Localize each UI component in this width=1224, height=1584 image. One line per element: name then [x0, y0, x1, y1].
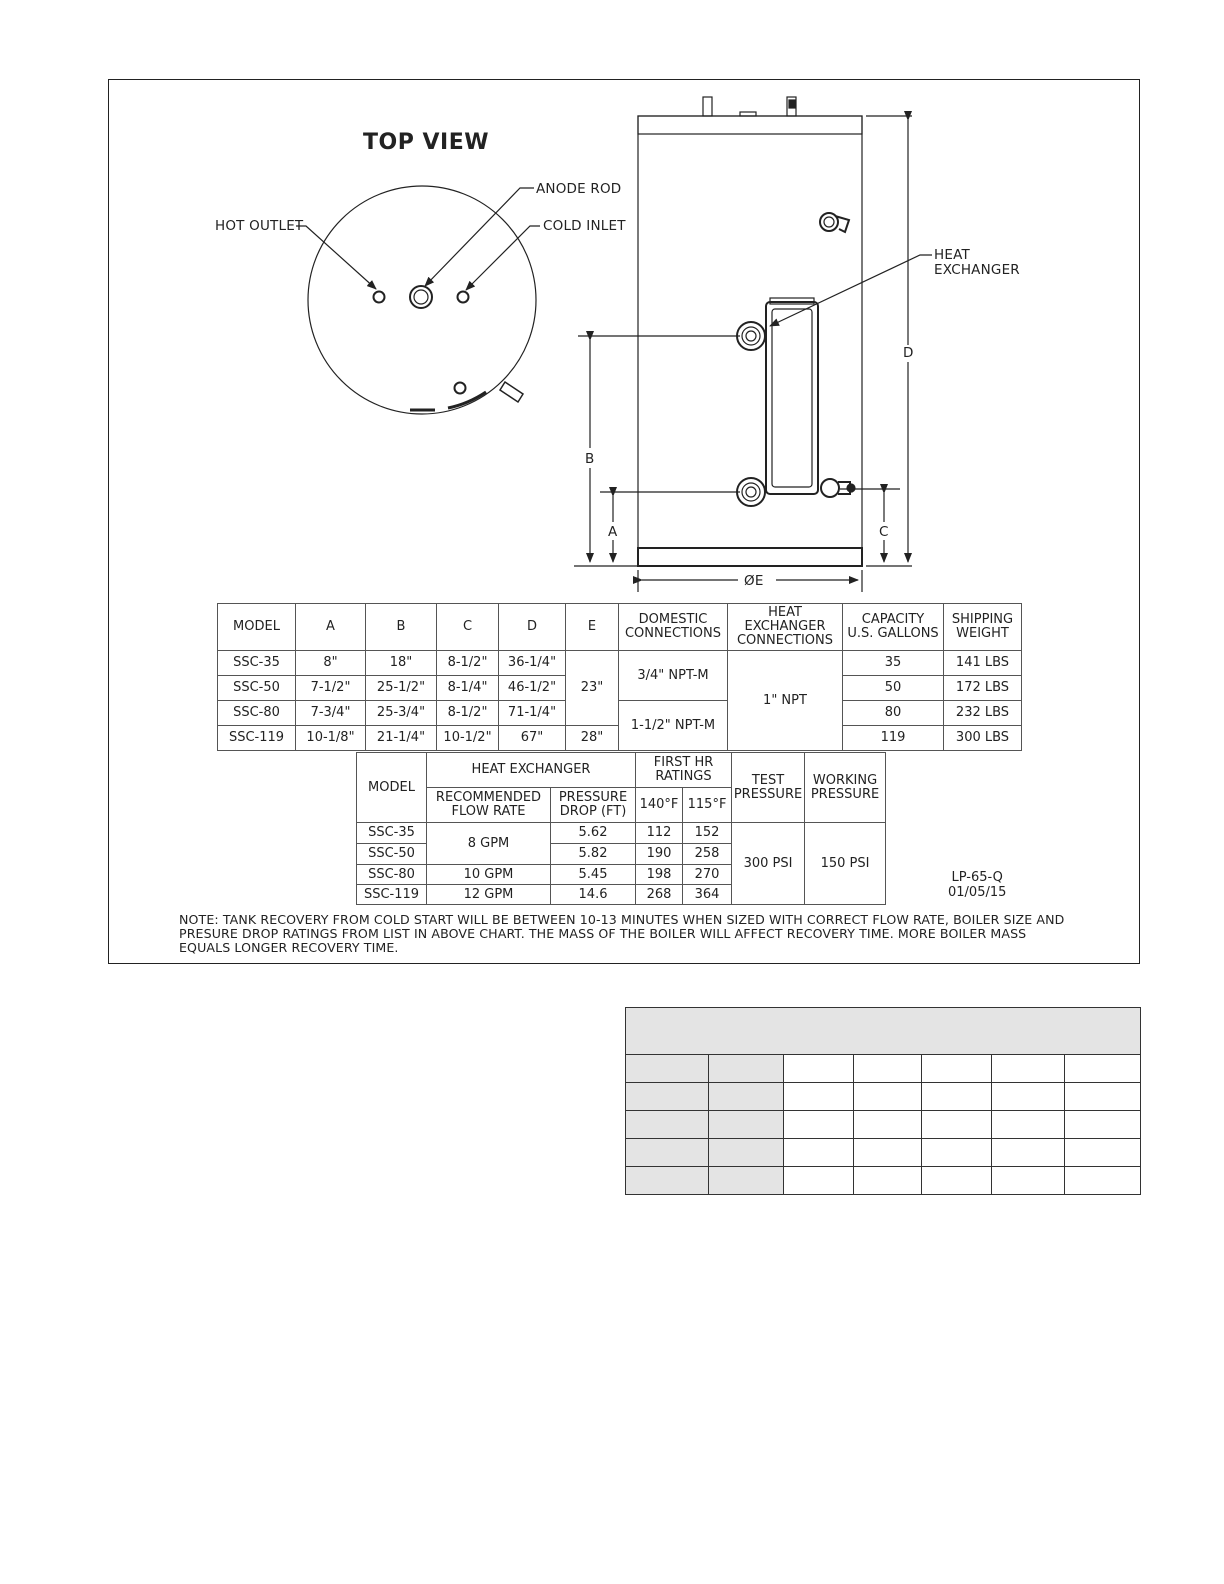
tank-top-circle — [308, 186, 536, 414]
cell-b: 18" — [366, 651, 437, 676]
cell-model: SSC-35 — [218, 651, 296, 676]
cell-working-pressure: 150 PSI — [805, 823, 886, 905]
heat-exchanger-label-2: EXCHANGER — [934, 262, 1020, 278]
cell-capacity: 119 — [843, 726, 944, 751]
col-a: A — [296, 604, 366, 651]
cell-140: 190 — [636, 844, 683, 865]
cell-a: 10-1/8" — [296, 726, 366, 751]
perf-col-first-hr: FIRST HR RATINGS — [636, 753, 732, 788]
dim-d-label: D — [903, 345, 914, 361]
cell-drop: 5.62 — [551, 823, 636, 844]
cell-model: SSC-50 — [357, 844, 427, 865]
cell-a: 7-1/2" — [296, 676, 366, 701]
anode-rod-port — [410, 286, 432, 308]
cell-drop: 5.45 — [551, 865, 636, 885]
empty-grid-table — [625, 1007, 1141, 1195]
cell-model: SSC-80 — [218, 701, 296, 726]
col-d: D — [499, 604, 566, 651]
cell-d: 36-1/4" — [499, 651, 566, 676]
dimensions-table — [217, 603, 1022, 751]
cell-a: 8" — [296, 651, 366, 676]
cold-inlet-port — [458, 292, 469, 303]
access-panel — [766, 302, 818, 494]
cell-140: 198 — [636, 865, 683, 885]
cell-weight: 141 LBS — [944, 651, 1022, 676]
col-domestic: DOMESTIC CONNECTIONS — [619, 604, 728, 651]
cell-drop: 5.82 — [551, 844, 636, 865]
cell-flow-10: 10 GPM — [427, 865, 551, 885]
hot-outlet-label: HOT OUTLET — [215, 218, 304, 234]
cell-d: 71-1/4" — [499, 701, 566, 726]
cell-capacity: 35 — [843, 651, 944, 676]
cell-c: 8-1/4" — [437, 676, 499, 701]
perf-col-140: 140°F — [636, 788, 683, 823]
cell-model: SSC-35 — [357, 823, 427, 844]
col-b: B — [366, 604, 437, 651]
perf-col-heat-exchanger: HEAT EXCHANGER — [427, 753, 636, 788]
table-row — [626, 1111, 1141, 1139]
table-row — [218, 701, 1022, 726]
col-model: MODEL — [218, 604, 296, 651]
cell-140: 112 — [636, 823, 683, 844]
note-line: EQUALS LONGER RECOVERY TIME. — [179, 939, 399, 955]
table-row — [357, 823, 886, 844]
heat-exchanger-label-1: HEAT — [934, 247, 970, 263]
perf-col-115: 115°F — [683, 788, 732, 823]
dim-c-label: C — [879, 524, 889, 540]
cell-model: SSC-119 — [357, 885, 427, 905]
cell-test-pressure: 300 PSI — [732, 823, 805, 905]
cell-d: 46-1/2" — [499, 676, 566, 701]
cell-capacity: 80 — [843, 701, 944, 726]
table-row — [626, 1055, 1141, 1083]
empty-grid-header — [626, 1008, 1141, 1055]
table-row — [626, 1139, 1141, 1167]
cell-model: SSC-80 — [357, 865, 427, 885]
table-row — [218, 651, 1022, 676]
note-line: PRESURE DROP RATINGS FROM LIST IN ABOVE CHART. THE MASS OF THE BOILER WILL AFFECT RECOVERY TIME. MORE BOILER MASS — [179, 925, 1027, 941]
cell-115: 364 — [683, 885, 732, 905]
cell-c: 10-1/2" — [437, 726, 499, 751]
cell-115: 270 — [683, 865, 732, 885]
cell-drop: 14.6 — [551, 885, 636, 905]
hx-upper-port — [737, 322, 765, 350]
cold-inlet-label: COLD INLET — [543, 218, 626, 234]
cell-e-23: 23" — [566, 651, 619, 726]
cell-c: 8-1/2" — [437, 651, 499, 676]
cell-115: 258 — [683, 844, 732, 865]
dim-e-label: ØE — [744, 573, 764, 589]
perf-col-model: MODEL — [357, 753, 427, 823]
drawing-number: LP-65-Q — [951, 870, 1003, 885]
perf-col-flow: RECOMMENDED FLOW RATE — [427, 788, 551, 823]
col-e: E — [566, 604, 619, 651]
col-c: C — [437, 604, 499, 651]
cell-capacity: 50 — [843, 676, 944, 701]
col-hx-connections: HEAT EXCHANGER CONNECTIONS — [728, 604, 843, 651]
cell-domestic-34: 3/4" NPT-M — [619, 651, 728, 701]
cell-b: 25-1/2" — [366, 676, 437, 701]
cell-b: 21-1/4" — [366, 726, 437, 751]
cell-115: 152 — [683, 823, 732, 844]
cell-d: 67" — [499, 726, 566, 751]
note-line: NOTE: TANK RECOVERY FROM COLD START WILL BE BETWEEN 10-13 MINUTES WHEN SIZED WITH CORRECT FLOW RATE, BOILER SIZE AND — [179, 912, 1065, 927]
cell-model: SSC-50 — [218, 676, 296, 701]
table-row — [626, 1083, 1141, 1111]
recovery-note — [179, 913, 1089, 954]
cell-a: 7-3/4" — [296, 701, 366, 726]
perf-col-drop: PRESSURE DROP (FT) — [551, 788, 636, 823]
col-capacity: CAPACITY U.S. GALLONS — [843, 604, 944, 651]
cell-model: SSC-119 — [218, 726, 296, 751]
anode-rod-label: ANODE ROD — [536, 181, 622, 197]
drawing-date: 01/05/15 — [948, 885, 1007, 900]
cell-c: 8-1/2" — [437, 701, 499, 726]
cell-hx-npt: 1" NPT — [728, 651, 843, 751]
cell-domestic-112: 1-1/2" NPT-M — [619, 701, 728, 751]
perf-col-working: WORKING PRESSURE — [805, 753, 886, 823]
top-view-title: TOP VIEW — [363, 130, 489, 155]
hx-lower-port — [737, 478, 765, 506]
cell-weight: 172 LBS — [944, 676, 1022, 701]
dim-a-label: A — [608, 524, 618, 540]
dim-b-label: B — [585, 451, 595, 467]
cell-flow-8: 8 GPM — [427, 823, 551, 865]
cell-140: 268 — [636, 885, 683, 905]
perf-col-test: TEST PRESSURE — [732, 753, 805, 823]
col-shipping: SHIPPING WEIGHT — [944, 604, 1022, 651]
drawing-code — [948, 870, 1006, 900]
table-row — [626, 1167, 1141, 1195]
cell-flow-12: 12 GPM — [427, 885, 551, 905]
performance-table — [356, 752, 886, 905]
cell-weight: 232 LBS — [944, 701, 1022, 726]
cell-e-28: 28" — [566, 726, 619, 751]
cell-b: 25-3/4" — [366, 701, 437, 726]
hot-outlet-port — [374, 292, 385, 303]
cell-weight: 300 LBS — [944, 726, 1022, 751]
